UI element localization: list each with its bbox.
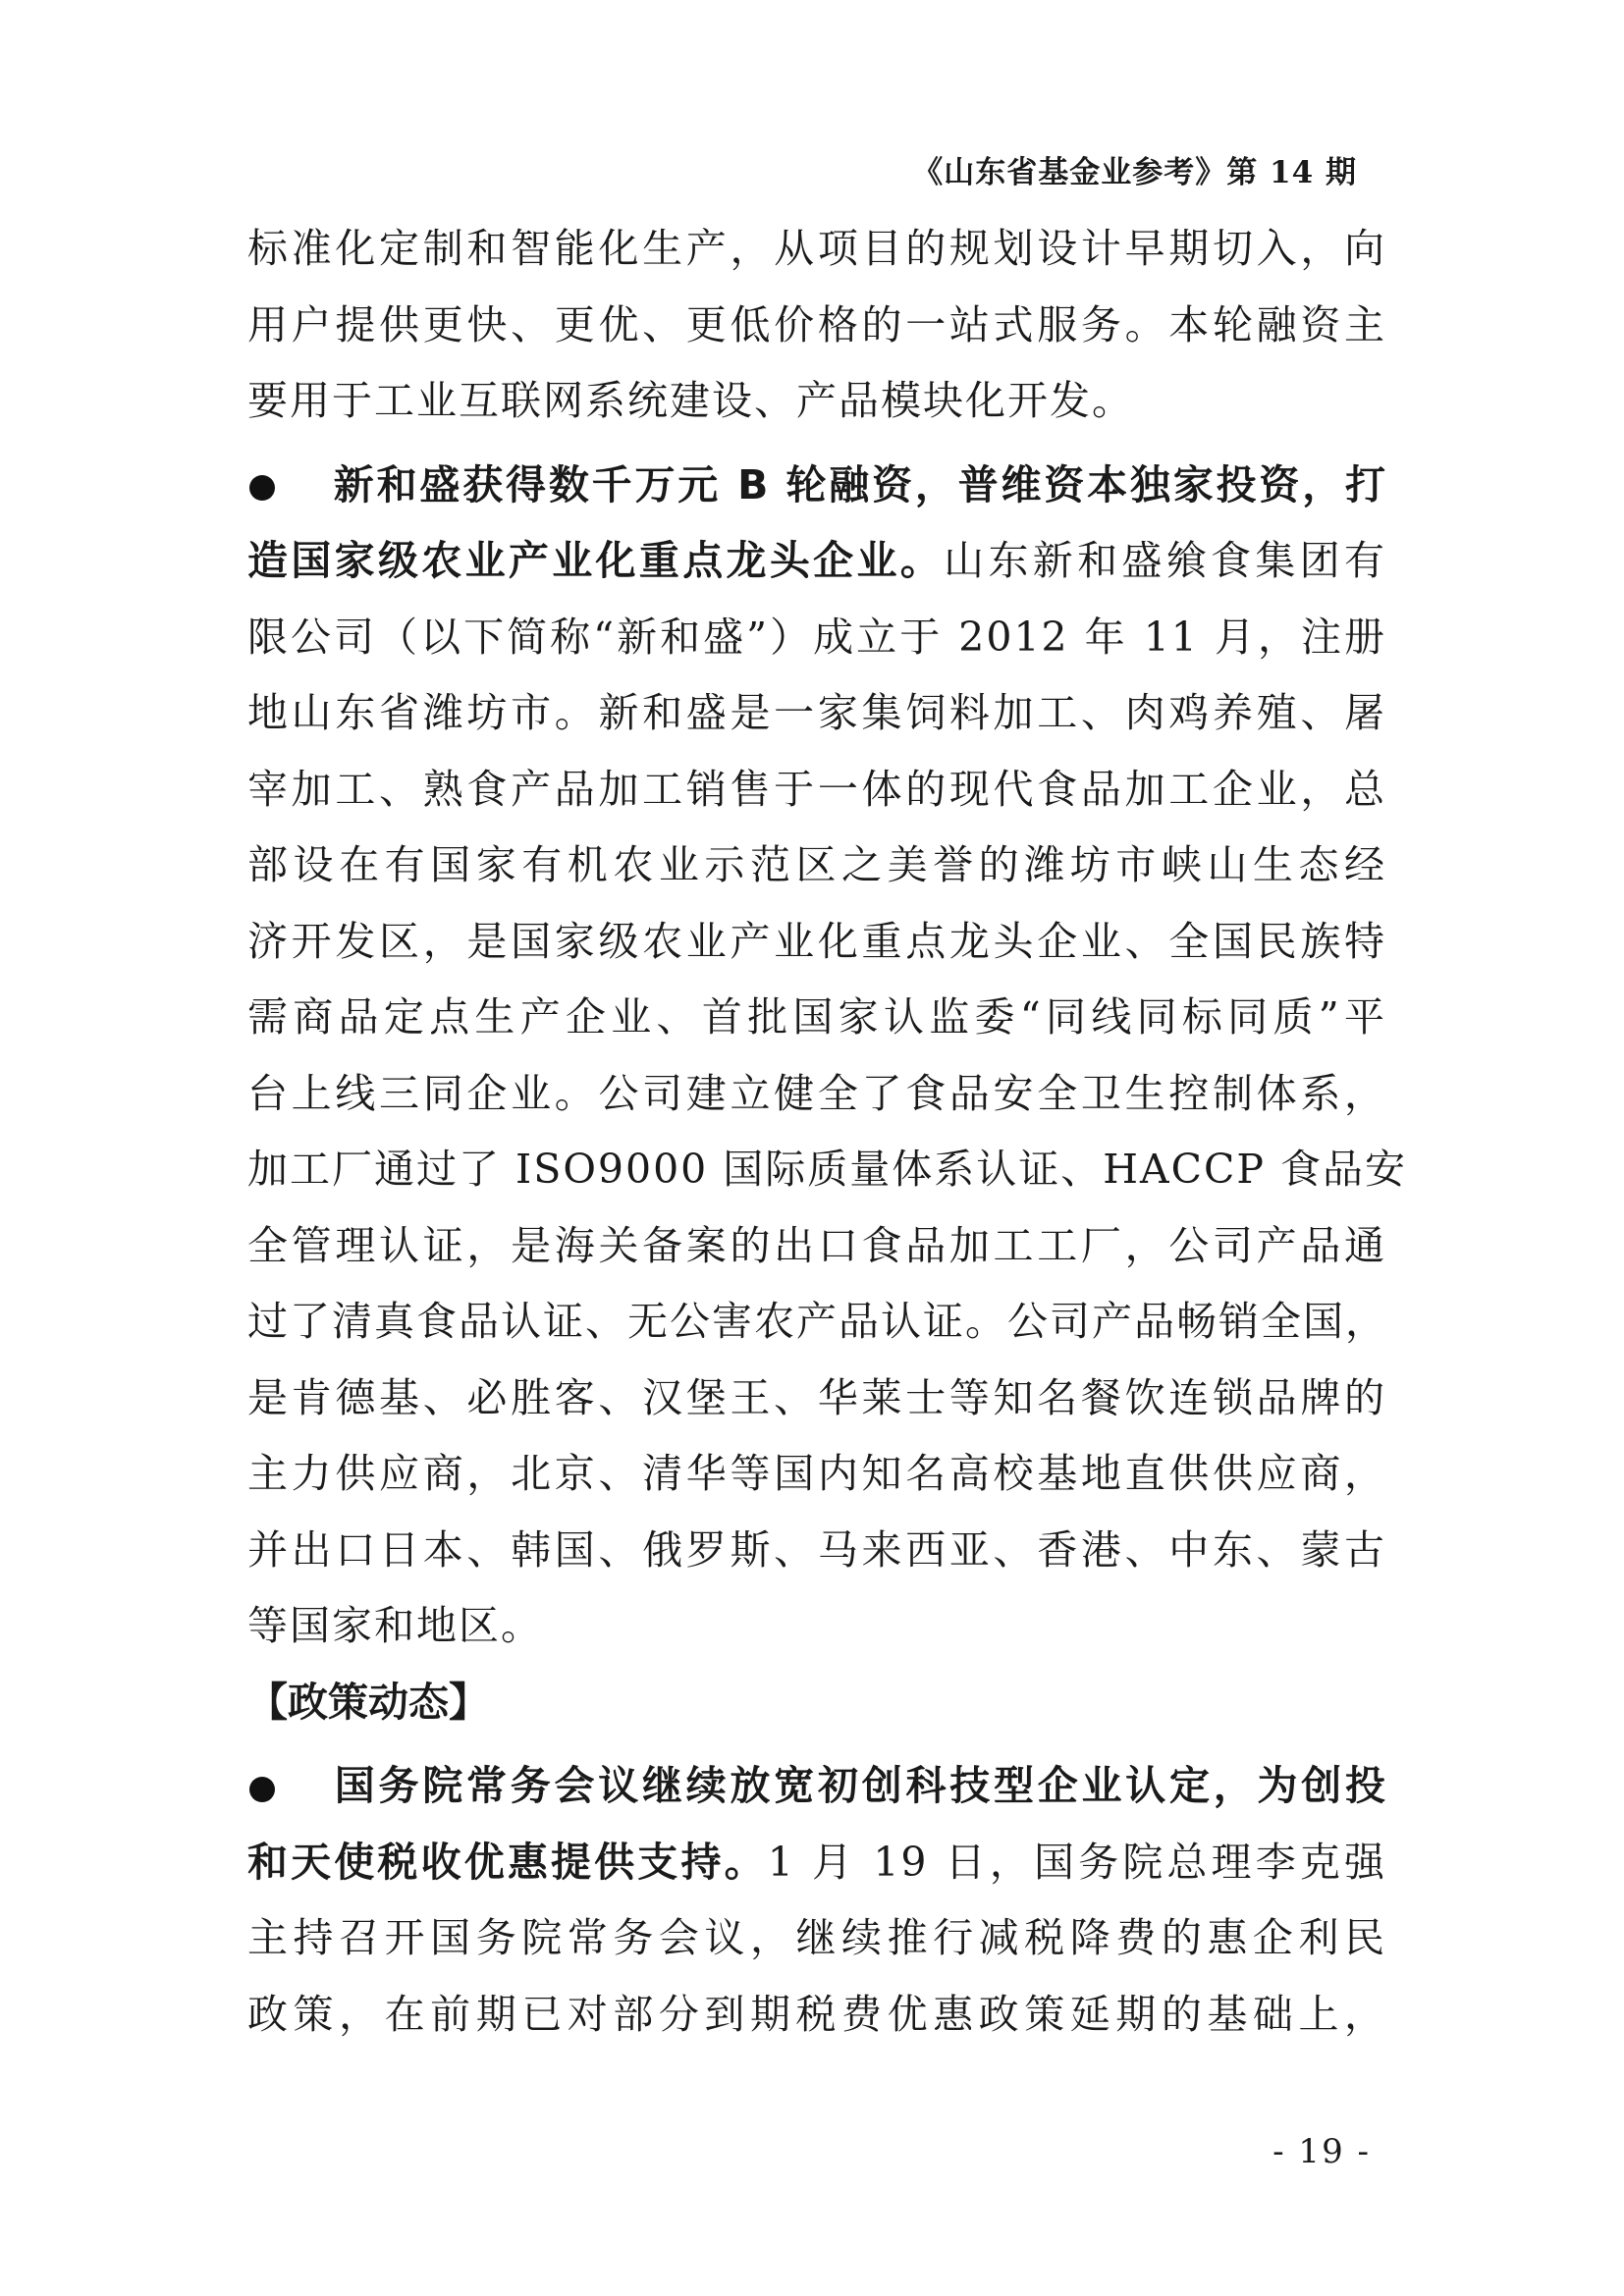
bullet-icon — [249, 1777, 275, 1802]
page-header: 《山东省基金业参考》第 14 期 — [912, 155, 1357, 190]
text-line: 全管理认证，是海关备案的出口食品加工工厂，公司产品通 — [247, 1221, 1386, 1269]
text-line: 政策，在前期已对部分到期税费优惠政策延期的基础上， — [247, 1990, 1386, 2038]
text-line — [247, 523, 1386, 600]
item-headline: 新和盛获得数千万元 B 轮融资，普维资本独家投资，打 — [332, 460, 1386, 508]
item-headline: 国务院常务会议继续放宽初创科技型企业认定，为创投 — [332, 1762, 1386, 1809]
news-item-xinhesheng — [247, 448, 1408, 1665]
item-headline-line — [247, 1748, 1386, 1825]
bullet-icon — [249, 475, 275, 501]
text-line: 限公司（以下简称“新和盛”）成立于 2012 年 11 月，注册 — [247, 613, 1386, 661]
item-text: 山东新和盛飨食集团有 — [944, 537, 1387, 584]
text-line: 标准化定制和智能化生产，从项目的规划设计早期切入，向 — [247, 225, 1386, 272]
item-headline-cont: 和天使税收优惠提供支持。 — [247, 1838, 768, 1886]
text-line: 过了清真食品认证、无公害农产品认证。公司产品畅销全国， — [247, 1298, 1387, 1345]
page-number: - 19 - — [1272, 2132, 1371, 2171]
text-line: 济开发区，是国家级农业产业化重点龙头企业、全国民族特 — [247, 917, 1386, 965]
item-headline-line — [247, 448, 1386, 524]
text-line: 主持召开国务院常务会议，继续推行减税降费的惠企利民 — [247, 1914, 1386, 1961]
text-line: 宰加工、熟食产品加工销售于一体的现代食品加工企业，总 — [247, 765, 1386, 813]
document-body — [247, 211, 1408, 2053]
text-line — [247, 1825, 1386, 1901]
text-line: 是肯德基、必胜客、汉堡王、华莱士等知名餐饮连锁品牌的 — [247, 1373, 1386, 1421]
text-line: 要用于工业互联网系统建设、产品模块化开发。 — [247, 377, 1134, 424]
text-line: 并出口日本、韩国、俄罗斯、马来西亚、香港、中东、蒙古 — [247, 1525, 1386, 1574]
section-heading: 【政策动态】 — [247, 1678, 489, 1726]
news-item-state-council — [247, 1748, 1386, 2053]
text-line: 用户提供更快、更优、更低价格的一站式服务。本轮融资主 — [247, 300, 1386, 348]
text-line: 等国家和地区。 — [247, 1602, 543, 1649]
text-line: 需商品定点生产企业、首批国家认监委“同线同标同质”平 — [247, 993, 1386, 1041]
text-line: 台上线三同企业。公司建立健全了食品安全卫生控制体系， — [247, 1069, 1386, 1117]
item-headline-cont: 造国家级农业产业化重点龙头企业。 — [247, 537, 945, 584]
item-text: 1 月 19 日，国务院总理李克强 — [767, 1838, 1386, 1886]
text-line: 主力供应商，北京、清华等国内知名高校基地直供供应商， — [247, 1450, 1386, 1497]
text-line: 部设在有国家有机农业示范区之美誉的潍坊市峡山生态经 — [247, 841, 1386, 888]
paragraph-continuation — [247, 211, 1386, 440]
text-line: 地山东省潍坊市。新和盛是一家集饲料加工、肉鸡养殖、屠 — [247, 689, 1386, 736]
text-line: 加工厂通过了 ISO9000 国际质量体系认证、HACCP 食品安 — [247, 1146, 1408, 1193]
